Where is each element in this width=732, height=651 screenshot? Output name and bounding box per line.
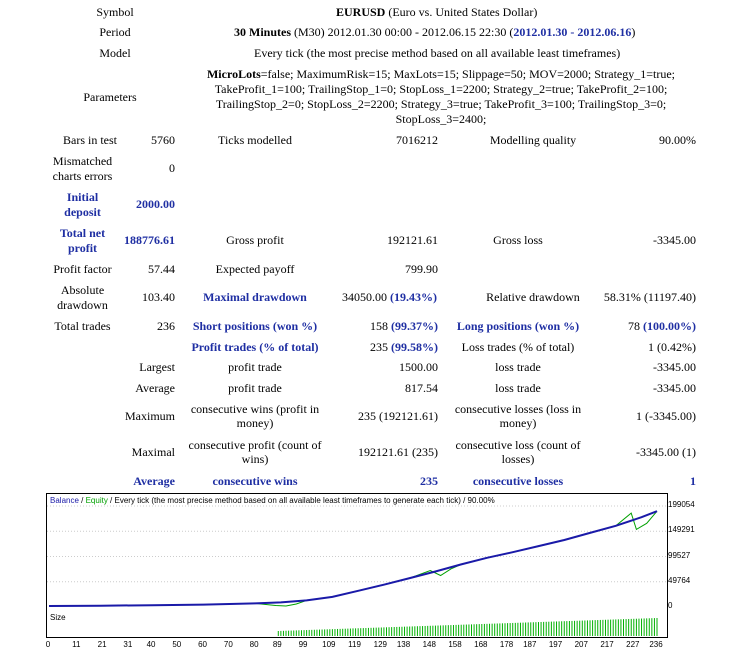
pf-value: 57.44 bbox=[148, 262, 175, 276]
y-tick-label: 149291 bbox=[668, 525, 695, 535]
trades-label: Total trades bbox=[54, 319, 111, 333]
symbol-description: (Euro vs. United States Dollar) bbox=[388, 5, 538, 19]
absdd-value: 103.40 bbox=[142, 290, 175, 304]
legend-balance: Balance bbox=[50, 496, 79, 505]
profit-trades-label: Profit trades (% of total) bbox=[191, 340, 319, 354]
quality-label: Modelling quality bbox=[489, 133, 577, 147]
netprofit-label-1: Total net bbox=[59, 226, 106, 240]
chart-plot bbox=[47, 494, 667, 612]
maximal-loss-label-2: losses) bbox=[501, 452, 535, 466]
deposit-value: 2000.00 bbox=[136, 197, 175, 211]
legend-sep: / bbox=[78, 496, 86, 505]
pf-label: Profit factor bbox=[53, 262, 112, 276]
grossprofit-value: 192121.61 bbox=[387, 233, 438, 247]
legend-rest: / Every tick (the most precise method based on all available least timeframes to generate each tick) / 90.00% bbox=[107, 496, 495, 505]
x-tick-label: 0 bbox=[45, 640, 51, 649]
avg-cons-label: Average bbox=[133, 474, 175, 488]
x-tick-label: 11 bbox=[72, 640, 81, 649]
x-tick-label: 119 bbox=[348, 640, 361, 649]
avg-losses-value: 1 bbox=[690, 474, 696, 488]
largest-loss-label: loss trade bbox=[495, 360, 541, 374]
max-losses-label-1: consecutive losses (loss in bbox=[454, 402, 582, 416]
average-loss-label: loss trade bbox=[495, 381, 541, 395]
mismatch-label-2: charts errors bbox=[52, 169, 113, 183]
x-tick-label: 21 bbox=[97, 640, 107, 649]
profit-trades-value bbox=[370, 340, 438, 354]
maxdd-label: Maximal drawdown bbox=[203, 290, 307, 304]
x-tick-label: 50 bbox=[172, 640, 182, 649]
bars-label: Bars in test bbox=[63, 133, 117, 147]
parameters-line-1-text: =false; MaximumRisk=15; MaxLots=15; Slippage=50; MOV=2000; Strategy_1=true; bbox=[260, 67, 675, 81]
maximal-profit-value: 192121.61 (235) bbox=[358, 445, 438, 459]
avg-wins-value: 235 bbox=[420, 474, 438, 488]
symbol-code: EURUSD bbox=[336, 5, 386, 19]
x-tick-label: 158 bbox=[448, 640, 462, 649]
maximal-profit-label-1: consecutive profit (count of bbox=[188, 438, 322, 452]
largest-label: Largest bbox=[139, 360, 175, 374]
y-tick-label: 0 bbox=[668, 601, 673, 610]
period-value bbox=[234, 25, 635, 39]
short-label: Short positions (won %) bbox=[192, 319, 318, 333]
series-balance-line bbox=[49, 511, 657, 606]
mismatch-label-1: Mismatched bbox=[52, 154, 113, 168]
maximal-label: Maximal bbox=[131, 445, 175, 459]
maxdd-amount: 34050.00 bbox=[342, 290, 387, 304]
avg-losses-label: consecutive losses bbox=[472, 474, 564, 488]
loss-trades-label: Loss trades (% of total) bbox=[461, 340, 575, 354]
maxdd-value bbox=[342, 290, 437, 304]
long-value bbox=[628, 319, 696, 333]
size-label: Size bbox=[50, 613, 66, 622]
netprofit-label-2: profit bbox=[67, 241, 98, 255]
short-percent: (99.37%) bbox=[391, 319, 438, 333]
x-tick-label: 31 bbox=[123, 640, 133, 649]
x-tick-label: 168 bbox=[474, 640, 488, 649]
parameters-line-2: TakeProfit_1=100; TrailingStop_1=0; StopLoss_1=2200; Strategy_2=true; TakeProfit_2=100; bbox=[214, 82, 668, 96]
maxdd-percent: (19.43%) bbox=[390, 290, 437, 304]
reldd-label: Relative drawdown bbox=[486, 290, 580, 304]
profit-trades-count: 235 bbox=[370, 340, 388, 354]
largest-profit-value: 1500.00 bbox=[399, 360, 438, 374]
balance-chart bbox=[46, 493, 668, 613]
max-wins-label-2: money) bbox=[236, 416, 274, 430]
size-chart bbox=[46, 611, 668, 638]
parameters-line-1 bbox=[196, 67, 686, 81]
maximal-loss-value: -3345.00 (1) bbox=[636, 445, 696, 459]
maximal-loss-label-1: consecutive loss (count of bbox=[455, 438, 581, 452]
short-value bbox=[370, 319, 438, 333]
x-tick-label: 227 bbox=[626, 640, 640, 649]
max-losses-label-2: money) bbox=[499, 416, 537, 430]
x-tick-label: 80 bbox=[249, 640, 259, 649]
period-dates: (M30) 2012.01.30 00:00 - 2012.06.15 22:30 ( bbox=[294, 25, 514, 39]
netprofit-value: 188776.61 bbox=[124, 233, 175, 247]
period-label: Period bbox=[99, 25, 131, 39]
payoff-label: Expected payoff bbox=[215, 262, 295, 276]
trades-value: 236 bbox=[157, 319, 175, 333]
parameters-line-3: TrailingStop_2=0; StopLoss_2=2200; Strategy_3=true; TakeProfit_3=100; TrailingStop_3=0; bbox=[215, 97, 667, 111]
short-count: 158 bbox=[370, 319, 388, 333]
x-tick-label: 236 bbox=[649, 640, 663, 649]
period-range: 2012.01.30 - 2012.06.16 bbox=[513, 25, 632, 39]
y-tick-label: 99527 bbox=[668, 550, 691, 560]
profit-trades-percent: (99.58%) bbox=[391, 340, 438, 354]
max-losses-value: 1 (-3345.00) bbox=[636, 409, 696, 423]
grossprofit-label: Gross profit bbox=[226, 233, 284, 247]
average-label: Average bbox=[135, 381, 175, 395]
max-wins-label-1: consecutive wins (profit in bbox=[190, 402, 320, 416]
symbol-label: Symbol bbox=[96, 5, 134, 19]
x-tick-label: 207 bbox=[574, 640, 588, 649]
x-tick-label: 109 bbox=[322, 640, 336, 649]
symbol-value bbox=[336, 5, 537, 19]
average-profit-label: profit trade bbox=[228, 381, 282, 395]
average-loss-value: -3345.00 bbox=[653, 381, 696, 395]
avg-wins-label: consecutive wins bbox=[212, 474, 298, 488]
parameters-microlots: MicroLots bbox=[206, 67, 261, 81]
x-tick-label: 148 bbox=[422, 640, 436, 649]
largest-profit-label: profit trade bbox=[228, 360, 282, 374]
y-tick-label: 49764 bbox=[668, 575, 691, 585]
legend-equity: Equity bbox=[85, 496, 108, 505]
period-close: ) bbox=[631, 25, 636, 39]
x-tick-label: 187 bbox=[523, 640, 537, 649]
period-timeframe: 30 Minutes bbox=[234, 25, 291, 39]
long-count: 78 bbox=[628, 319, 640, 333]
x-tick-label: 129 bbox=[373, 640, 387, 649]
mismatch-value: 0 bbox=[169, 161, 175, 175]
average-profit-value: 817.54 bbox=[405, 381, 438, 395]
grossloss-value: -3345.00 bbox=[653, 233, 696, 247]
maximal-profit-label-2: wins) bbox=[241, 452, 269, 466]
long-percent: (100.00%) bbox=[643, 319, 696, 333]
x-tick-label: 197 bbox=[548, 640, 563, 649]
loss-trades-value: 1 (0.42%) bbox=[648, 340, 696, 354]
size-plot bbox=[47, 611, 667, 637]
parameters-line-4: StopLoss_3=2400; bbox=[395, 112, 487, 126]
x-tick-label: 99 bbox=[298, 640, 308, 649]
ticks-label: Ticks modelled bbox=[218, 133, 292, 147]
x-tick-label: 60 bbox=[198, 640, 208, 649]
model-value: Every tick (the most precise method based on all available least timeframes) bbox=[254, 46, 621, 60]
reldd-value: 58.31% (11197.40) bbox=[603, 290, 696, 304]
quality-value: 90.00% bbox=[659, 133, 696, 147]
model-label: Model bbox=[99, 46, 131, 60]
bars-value: 5760 bbox=[151, 133, 175, 147]
payoff-value: 799.90 bbox=[405, 262, 438, 276]
deposit-label-1: Initial bbox=[66, 190, 99, 204]
x-tick-label: 89 bbox=[272, 640, 282, 649]
absdd-label-1: Absolute bbox=[60, 283, 105, 297]
largest-loss-value: -3345.00 bbox=[653, 360, 696, 374]
x-tick-label: 217 bbox=[600, 640, 614, 649]
long-label: Long positions (won %) bbox=[456, 319, 580, 333]
x-tick-label: 138 bbox=[396, 640, 411, 649]
ticks-value: 7016212 bbox=[396, 133, 438, 147]
absdd-label-2: drawdown bbox=[57, 298, 108, 312]
max-wins-value: 235 (192121.61) bbox=[358, 409, 438, 423]
x-tick-label: 178 bbox=[499, 640, 514, 649]
maximum-label: Maximum bbox=[125, 409, 175, 423]
y-tick-label: 199054 bbox=[668, 500, 695, 509]
parameters-label: Parameters bbox=[83, 90, 137, 104]
x-tick-label: 70 bbox=[223, 640, 233, 649]
grossloss-label: Gross loss bbox=[493, 233, 543, 247]
x-tick-label: 40 bbox=[146, 640, 156, 649]
deposit-label-2: deposit bbox=[64, 205, 101, 219]
